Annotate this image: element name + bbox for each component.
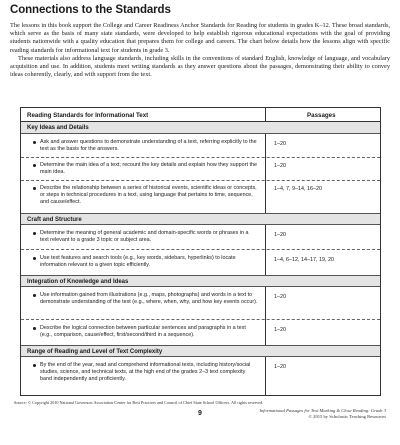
section-title: Craft and Structure [27, 217, 82, 223]
standard-text: Describe the relationship between a series of historical events, scientific ideas or concepts, or steps in technical procedures in a text, using language that pertains to time, sequence, and cause/effect. [40, 185, 257, 206]
passages-value: 1–20 [274, 232, 286, 238]
standard-text: Determine the meaning of general academic and domain-specific words or phrases in a text relevant to a grade 3 topic or subject area. [40, 230, 249, 244]
passages-value: 1–4, 7, 9–14, 16–20 [274, 186, 322, 192]
section-title: Key Ideas and Details [27, 125, 89, 131]
section-title: Integration of Knowledge and Ideas [27, 279, 129, 285]
section-title: Range of Reading and Level of Text Complexity [27, 349, 163, 355]
column-divider [265, 287, 266, 345]
header-standards: Reading Standards for Informational Text [27, 111, 149, 119]
passages-value: 1–20 [274, 141, 286, 147]
header-column-divider [265, 108, 266, 122]
bullet-icon [33, 164, 36, 167]
table-row [21, 181, 380, 213]
passages-value: 1–20 [274, 163, 286, 169]
header-passages: Passages [307, 111, 336, 119]
table-row [21, 287, 380, 320]
footer-book-title: Informational Passages for Text Marking & Close Reading: Grade 3 [259, 408, 386, 413]
page-number: 9 [198, 410, 202, 417]
bullet-icon [33, 327, 36, 330]
table-row [21, 250, 380, 275]
column-divider [265, 225, 266, 275]
intro-paragraph-2: These materials also address language standards, including skills in the conventions of standard English, knowledge of language, and vocabulary acquisition and use. In addition, students meet writing standards as they answer questions about the passages, demonstrating their ability to convey ideas coherently, clearly, and with support from the text. [10, 54, 390, 79]
standard-text: Determine the main idea of a text; recount the key details and explain how they support the main idea. [40, 162, 257, 176]
table-row [21, 357, 380, 397]
standard-text: Describe the logical connection between particular sentences and paragraphs in a text (e.g., comparison, cause/effect, first/second/third in a sequence). [40, 325, 246, 339]
passages-value: 1–20 [274, 364, 286, 370]
section-key-ideas [21, 122, 380, 134]
page-title: Connections to the Standards [10, 4, 171, 16]
column-divider [265, 134, 266, 213]
bullet-icon [33, 294, 36, 297]
standards-table [20, 107, 381, 396]
column-divider [265, 357, 266, 396]
passages-value: 1–20 [274, 327, 286, 333]
intro-paragraph-1: The lessons in this book support the College and Career Readiness Anchor Standards for Reading for students in grades K–12. These broad standards, which serve as the basis of many state standards, were developed to help establish rigorous educational expectations with the goal of providing students nationwide with a quality education that prepares them for college and careers. The chart below details how the lessons align with specific reading standards for informational text for students in grade 3. [10, 22, 390, 54]
standard-text: By the end of the year, read and comprehend informational texts, including history/social studies, science, and technical texts, at the high end of the grades 2–3 text complexity band independently and proficiently. [40, 362, 251, 383]
table-row [21, 134, 380, 158]
bullet-icon [33, 141, 36, 144]
section-integration [21, 275, 380, 287]
bullet-icon [33, 187, 36, 190]
section-range-reading [21, 345, 380, 357]
bullet-icon [33, 232, 36, 235]
table-row [21, 158, 380, 181]
source-citation: Source: © Copyright 2010 National Governors Association Center for Best Practices and Council of Chief State School Officers. All rights reserved. [14, 400, 264, 405]
standard-text: Use text features and search tools (e.g., key words, sidebars, hyperlinks) to locate information relevant to a given topic efficiently. [40, 255, 236, 269]
section-craft-structure [21, 213, 380, 225]
table-row [21, 320, 380, 345]
intro-text [10, 22, 390, 79]
passages-value: 1–4, 6–12, 14–17, 19, 20 [274, 257, 334, 263]
bullet-icon [33, 364, 36, 367]
footer-credits [259, 408, 386, 419]
passages-value: 1–20 [274, 294, 286, 300]
table-row [21, 225, 380, 250]
standard-text: Ask and answer questions to demonstrate understanding of a text, referring explicitly to the text as the basis for the answers. [40, 139, 257, 153]
table-header [21, 108, 380, 122]
bullet-icon [33, 257, 36, 260]
footer-copyright: © 2015 by Scholastic Teaching Resources [308, 413, 386, 419]
standard-text: Use information gained from illustrations (e.g., maps, photographs) and words in a text to demonstrate understanding of the text (e.g., where, when, why, and how key events occur). [40, 292, 258, 306]
